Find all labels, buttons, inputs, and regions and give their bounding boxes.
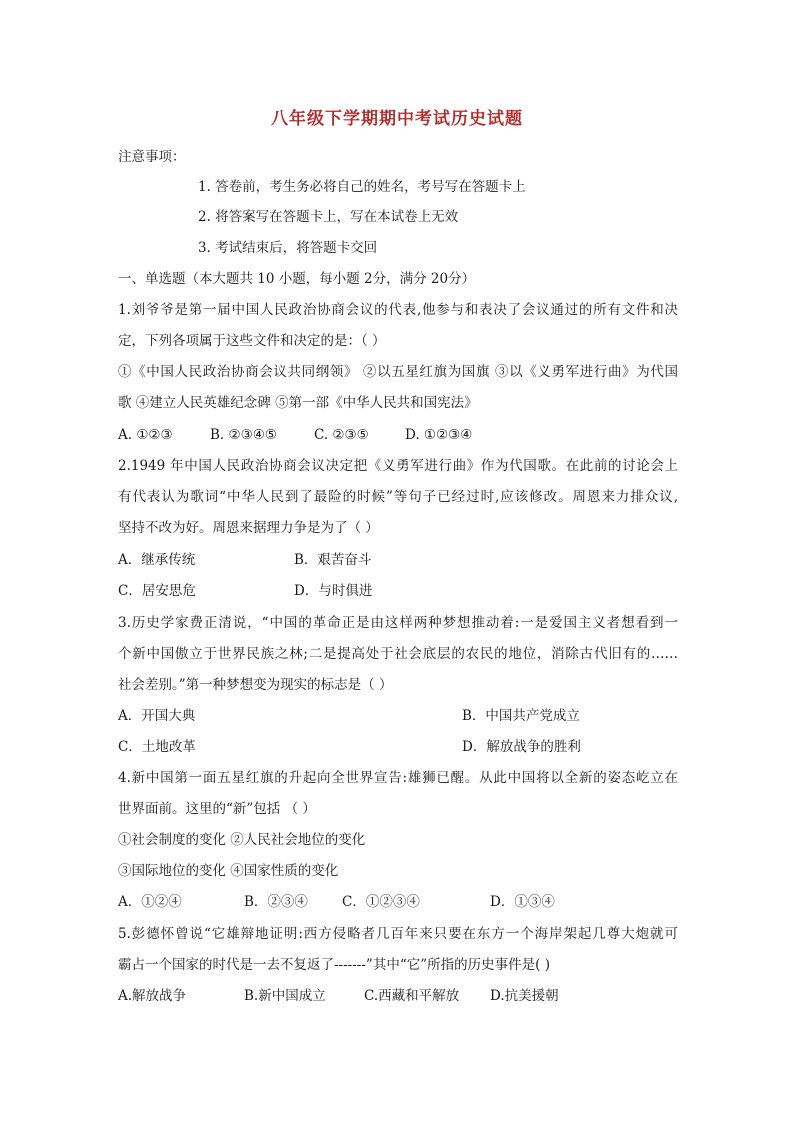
question-1-line: 1.刘爷爷是第一届中国人民政治协商会议的代表,他参与和表决了会议通过的所有文件和决 [118, 302, 678, 318]
question-2-option-c: C．居安思危 [118, 583, 196, 599]
page-title: 八年级下学期期中考试历史试题 [271, 109, 523, 129]
note-item: 1. 答卷前，考生务必将自己的姓名，考号写在答题卡上 [198, 179, 526, 195]
question-1-option-d: D. ①②③④ [405, 427, 473, 443]
question-5-option-b: B.新中国成立 [244, 988, 326, 1004]
question-1-option-c: C. ②③⑤ [314, 427, 369, 443]
question-1-line: 歌 ④建立人民英雄纪念碑 ⑤第一部《中华人民共和国宪法》 [118, 395, 478, 411]
note-item: 2. 将答案写在答题卡上，写在本试卷上无效 [198, 209, 459, 225]
section-heading: 一、单选题（本大题共 10 小题，每小题 2分，满分 20分） [118, 271, 476, 287]
question-2-line: 坚持不改为好。周恩来据理力争是为了（ ） [118, 520, 379, 536]
notes-heading: 注意事项： [118, 149, 186, 165]
question-3-option-d: D．解放战争的胜利 [462, 739, 581, 755]
question-3-line: 社会差别。”第一种梦想变为现实的标志是（ ） [118, 677, 393, 693]
question-4-option-c: C．①②③④ [342, 894, 420, 910]
question-4-option-d: D．①③④ [490, 894, 555, 910]
question-4-line: 4.新中国第一面五星红旗的升起向全世界宣告:雄狮已醒。从此中国将以全新的姿态屹立在 [118, 770, 678, 786]
question-3-option-c: C．土地改革 [118, 739, 196, 755]
question-5-option-a: A.解放战争 [118, 988, 187, 1004]
question-1-line: 定，下列各项属于这些文件和决定的是：（ ） [118, 333, 386, 349]
note-item: 3. 考试结束后，将答题卡交回 [198, 240, 378, 256]
question-5-line: 5.彭德怀曾说“它雄辩地证明:西方侵略者几百年来只要在东方一个海岸架起几尊大炮就可 [118, 926, 678, 942]
question-4-option-b: B．②③④ [244, 894, 308, 910]
question-5-option-c: C.西藏和平解放 [364, 988, 460, 1004]
question-2-option-a: A．继承传统 [118, 552, 196, 568]
question-1-line: ①《中国人民政治协商会议共同纲领》 ②以五星红旗为国旗 ③以《义勇军进行曲》为代国 [118, 364, 678, 380]
question-3-line: 3.历史学家费正清说，“中国的革命正是由这样两种梦想推动着:一是爱国主义者想看到一 [118, 615, 678, 631]
question-2-option-b: B．艰苦奋斗 [294, 552, 372, 568]
question-4-line: 世界面前。这里的“新”包括 （ ） [118, 801, 316, 817]
question-2-line: 有代表认为歌词“中华人民到了最险的时候”等句子已经过时,应该修改。周恩来力排众议, [118, 489, 678, 505]
question-2-option-d: D．与时俱进 [294, 583, 373, 599]
question-3-option-a: A．开国大典 [118, 708, 196, 724]
question-3-line: 个新中国傲立于世界民族之林;二是提高处于社会底层的农民的地位，消除古代旧有的…… [118, 646, 678, 662]
question-4-option-a: A．①②④ [118, 894, 182, 910]
question-4-line: ①社会制度的变化 ②人民社会地位的变化 [118, 832, 366, 848]
question-4-line: ③国际地位的变化 ④国家性质的变化 [118, 863, 339, 879]
question-3-option-b: B．中国共产党成立 [462, 708, 580, 724]
question-1-option-a: A. ①②③ [118, 427, 173, 443]
question-1-option-b: B. ②③④⑤ [210, 427, 277, 443]
question-2-line: 2.1949 年中国人民政治协商会议决定把《义勇军进行曲》作为代国歌。在此前的讨论会上 [118, 458, 678, 474]
question-5-line: 霸占一个国家的时代是一去不复返了-------”其中“它”所指的历史事件是( ) [118, 957, 550, 973]
question-5-option-d: D.抗美援朝 [490, 988, 559, 1004]
